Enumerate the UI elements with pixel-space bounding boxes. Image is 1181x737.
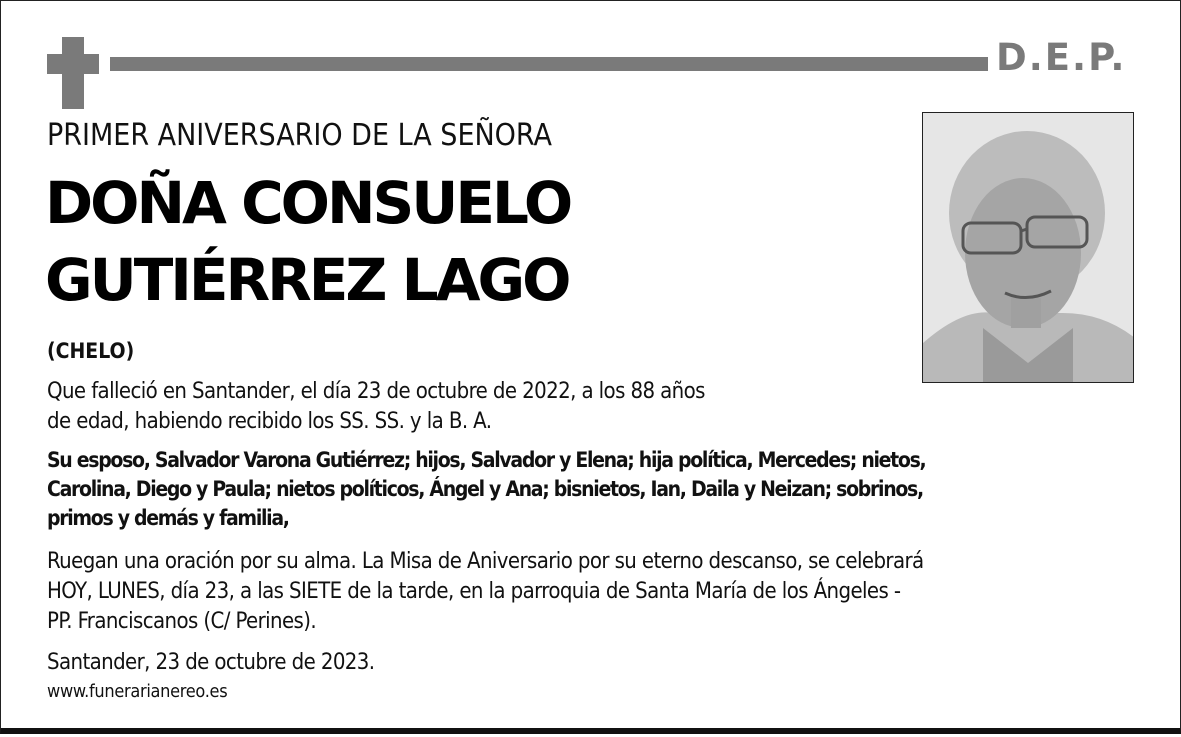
cross-icon-bar <box>47 54 99 74</box>
portrait-photo <box>922 112 1134 383</box>
notice-heading: PRIMER ANIVERSARIO DE LA SEÑORA <box>47 118 552 153</box>
deceased-name <box>45 165 570 319</box>
name-line-2: GUTIÉRREZ LAGO <box>45 246 569 314</box>
family-paragraph: Su esposo, Salvador Varona Gutiérrez; hijos, Salvador y Elena; hija política, Mercedes; nietos, Carolina, Diego y Paula; nietos políticos, Ángel y Ana; bisnietos, Ian, Daila y Neizan; sobrinos, primos y demás y familia, <box>47 448 926 530</box>
header-rule <box>110 57 988 71</box>
mass-paragraph: Ruegan una oración por su alma. La Misa de Aniversario por su eterno descanso, se celebrará HOY, LUNES, día 23, a las SIETE de la tarde, en la parroquia de Santa María de los Ángeles - PP. Franciscanos (C/ Perines). <box>47 549 924 634</box>
place-date: Santander, 23 de octubre de 2023. <box>47 650 375 675</box>
death-info-paragraph: Que falleció en Santander, el día 23 de octubre de 2022, a los 88 años de edad, habiendo recibido los SS. SS. y la B. A. <box>47 379 705 434</box>
website-link[interactable]: www.funerarianereo.es <box>47 681 228 702</box>
portrait-image <box>923 113 1134 383</box>
nickname: (CHELO) <box>47 339 135 363</box>
name-line-1: DOÑA CONSUELO <box>45 169 571 237</box>
dep-label: D.E.P. <box>996 36 1127 79</box>
